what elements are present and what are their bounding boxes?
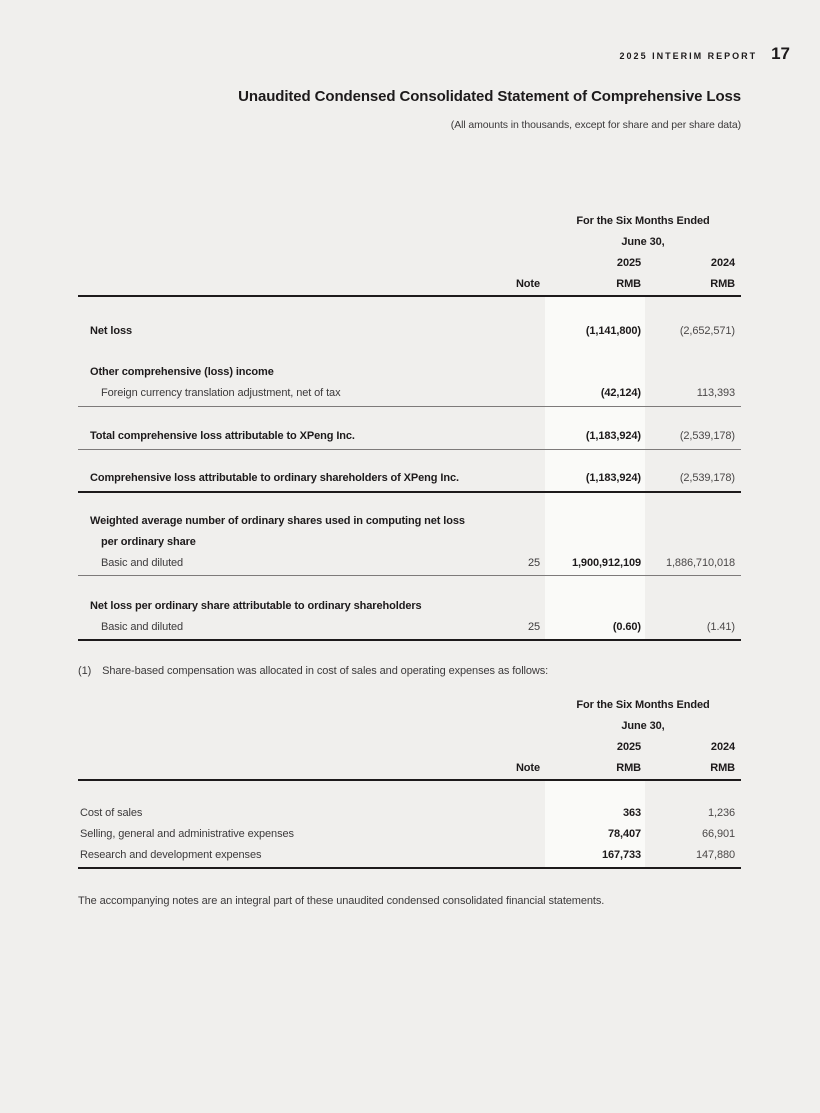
currency-column-header-prior: RMB <box>710 762 735 774</box>
section-rule-strong <box>78 491 741 493</box>
row-value-prior: (2,539,178) <box>679 430 735 442</box>
row-note <box>485 383 545 404</box>
allocation-table <box>78 695 741 869</box>
note-column-header: Note <box>515 762 540 774</box>
table-row <box>78 383 741 404</box>
row-label: Research and development expenses <box>80 849 262 861</box>
row-value-prior: 1,886,710,018 <box>665 557 735 569</box>
row-value-current: 78,407 <box>607 828 641 840</box>
row-value-prior: 113,393 <box>696 387 735 399</box>
allocation-table-header <box>78 695 741 781</box>
row-label: Selling, general and administrative expenses <box>80 828 294 840</box>
footer-note: The accompanying notes are an integral part of these unaudited condensed consolidated financial statements. <box>78 895 605 907</box>
page-number: 17 <box>771 44 790 63</box>
page-title: Unaudited Condensed Consolidated Statement of Comprehensive Loss <box>238 88 741 105</box>
row-value-current: 167,733 <box>601 849 641 861</box>
footnote-marker: (1) <box>78 665 92 677</box>
period-header-line1: For the Six Months Ended <box>576 215 710 227</box>
footnote-text: Share-based compensation was allocated in cost of sales and operating expenses as follows: <box>102 665 549 677</box>
row-value-current: (1,183,924) <box>585 430 641 442</box>
table-row <box>78 468 741 489</box>
row-value-prior: 147,880 <box>695 849 735 861</box>
row-label: Net loss per ordinary share attributable to ordinary shareholders <box>90 600 422 612</box>
row-value-current: (1,141,800) <box>585 325 641 337</box>
period-header-line1: For the Six Months Ended <box>576 699 710 711</box>
report-label: 2025 INTERIM REPORT <box>619 51 758 61</box>
table-bottom-rule <box>78 867 741 869</box>
currency-column-header-prior: RMB <box>710 278 735 290</box>
page-header <box>78 44 790 64</box>
row-note <box>485 426 545 447</box>
row-label-line2: per ordinary share <box>101 536 196 548</box>
row-label: Foreign currency translation adjustment, net of tax <box>101 387 341 399</box>
row-note: 25 <box>527 557 540 569</box>
table-row <box>78 321 741 342</box>
section-rule <box>78 575 741 576</box>
row-label: Net loss <box>90 325 132 337</box>
row-label: Comprehensive loss attributable to ordinary shareholders of XPeng Inc. <box>90 472 459 484</box>
footnote <box>78 665 741 677</box>
row-note <box>485 468 545 489</box>
row-note <box>485 803 545 824</box>
period-header-line2: June 30, <box>621 236 665 248</box>
table-row <box>78 803 741 824</box>
row-note: 25 <box>527 621 540 633</box>
row-label: Total comprehensive loss attributable to XPeng Inc. <box>90 430 355 442</box>
row-value-prior: 1,236 <box>707 807 735 819</box>
table-row <box>78 824 741 845</box>
year-column-header-current: 2025 <box>616 741 641 753</box>
table-row <box>78 553 741 574</box>
row-label: Cost of sales <box>80 807 143 819</box>
row-value-current: 363 <box>622 807 641 819</box>
currency-column-header-current: RMB <box>616 278 641 290</box>
row-note <box>485 845 545 866</box>
row-value-current: (1,183,924) <box>585 472 641 484</box>
statement-table-body <box>78 297 741 641</box>
table-row <box>78 596 741 617</box>
row-value-current: 1,900,912,109 <box>571 557 641 569</box>
table-row <box>78 511 741 553</box>
statement-table <box>78 211 741 641</box>
table-row <box>78 426 741 447</box>
page-subtitle: (All amounts in thousands, except for share and per share data) <box>450 119 741 131</box>
statement-table-header <box>78 211 741 297</box>
table-bottom-rule <box>78 639 741 641</box>
year-column-header-current: 2025 <box>616 257 641 269</box>
row-value-prior: (2,652,571) <box>679 325 735 337</box>
year-column-header-prior: 2024 <box>710 741 735 753</box>
period-header-line2: June 30, <box>621 720 665 732</box>
section-rule <box>78 406 741 407</box>
row-label: Basic and diluted <box>101 557 184 569</box>
row-value-prior: (2,539,178) <box>679 472 735 484</box>
section-rule <box>78 449 741 450</box>
row-value-current: (42,124) <box>600 387 641 399</box>
row-label: Other comprehensive (loss) income <box>90 366 274 378</box>
row-value-current: (0.60) <box>612 621 641 633</box>
note-column-header: Note <box>515 278 540 290</box>
table-row <box>78 845 741 866</box>
row-note <box>485 824 545 845</box>
row-value-prior: 66,901 <box>701 828 735 840</box>
allocation-table-body <box>78 781 741 869</box>
row-label-line1: Weighted average number of ordinary shares used in computing net loss <box>90 515 465 527</box>
row-label: Basic and diluted <box>101 621 184 633</box>
row-note <box>485 321 545 342</box>
currency-column-header-current: RMB <box>616 762 641 774</box>
table-row <box>78 362 741 383</box>
year-column-header-prior: 2024 <box>710 257 735 269</box>
row-value-prior: (1.41) <box>706 621 735 633</box>
table-row <box>78 617 741 638</box>
